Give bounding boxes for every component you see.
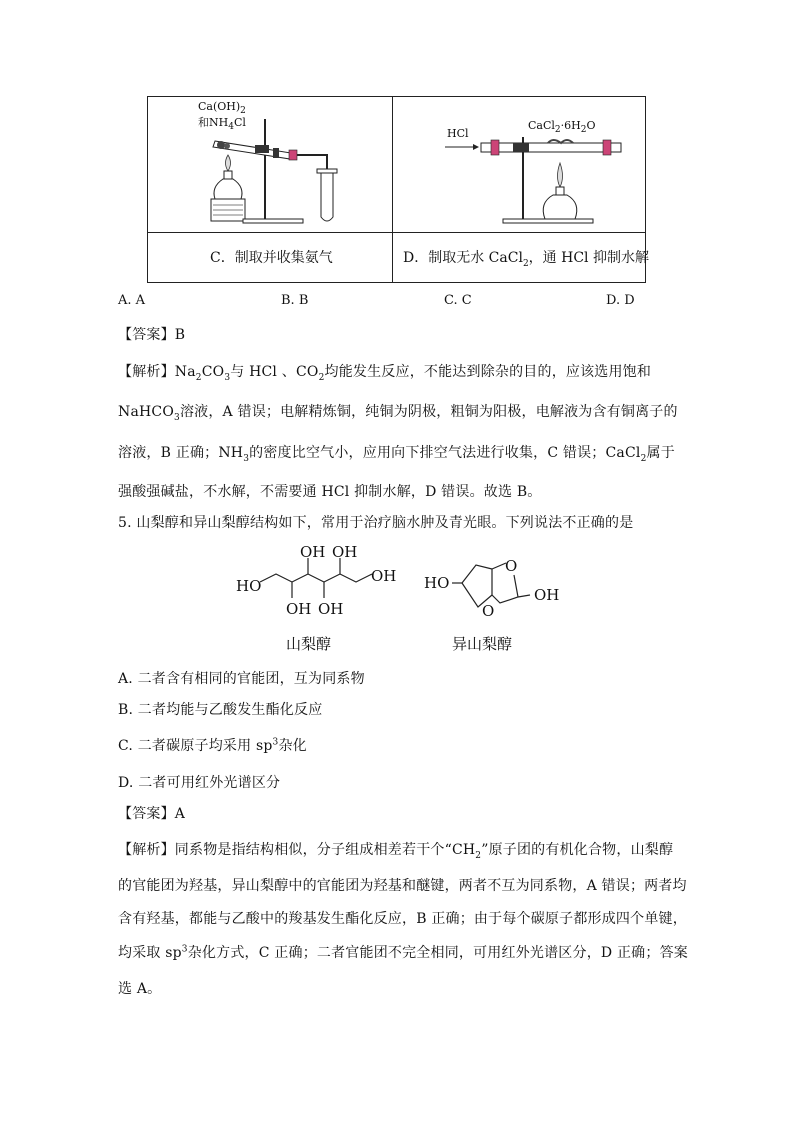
- isosorbide-ho: HO: [424, 574, 450, 592]
- isosorbide-o-bottom: O: [482, 602, 495, 620]
- q5-option-c: C. 二者碳原子均采用 $sp^3$杂化: [118, 737, 307, 754]
- ammonia-apparatus-drawing: [203, 117, 393, 229]
- sorbitol-name: 山梨醇: [286, 635, 332, 653]
- sorbitol-oh-top-1: OH: [300, 543, 326, 561]
- salt-label-d: $CaCl_2\cdot 6H_2O$: [528, 119, 596, 136]
- q5-analysis-line-4: 均采取 $sp^3$杂化方式，C 正确；二者官能团不完全相同，可用红外光谱区分，D 正确；答案: [118, 944, 688, 961]
- q4-analysis-line-3: 溶液，B 正确；$NH_3$的密度比空气小，应用向下排空气法进行收集，C 错误；CaCl$_2$属于: [118, 445, 675, 464]
- q5-analysis-line-2: 的官能团为羟基，异山梨醇中的官能团为羟基和醚键，两者不互为同系物，A 错误；两者均: [118, 878, 687, 894]
- sorbitol-oh-top-2: OH: [332, 543, 358, 561]
- q5-analysis-line-5: 选 A。: [118, 981, 162, 997]
- q4-option-a: A. A: [118, 293, 146, 308]
- isosorbide-name: 异山梨醇: [452, 635, 513, 653]
- table-horizontal-divider: [148, 232, 645, 233]
- sorbitol-oh-right: OH: [371, 567, 397, 585]
- isosorbide-o-top: O: [505, 557, 518, 575]
- q5-option-a: A. 二者含有相同的官能团，互为同系物: [118, 671, 365, 687]
- q4-analysis-line-1: 【解析】$Na_2CO_3$与 HCl 、$CO_2$均能发生反应，不能达到除杂的目的，应该选用饱和: [118, 364, 652, 383]
- q4-option-d: D. D: [606, 293, 635, 308]
- q5-stem: 5. 山梨醇和异山梨醇结构如下，常用于治疗脑水肿及青光眼。下列说法不正确的是: [118, 515, 634, 531]
- reagent-label-c: $Ca(OH)_2$ 和$NH_4Cl$: [198, 100, 246, 133]
- q4-answer: 【答案】B: [118, 327, 186, 343]
- q5-option-d: D. 二者可用红外光谱区分: [118, 775, 281, 791]
- q5-analysis-line-1: 【解析】同系物是指结构相似，分子组成相差若干个“$CH_2$”原子团的有机化合物，山梨醇: [118, 842, 674, 861]
- q5-option-b: B. 二者均能与乙酸发生酯化反应: [118, 702, 323, 718]
- apparatus-table: [147, 96, 649, 283]
- q4-analysis-line-4: 强酸强碱盐，不水解，不需要通 HCl 抑制水解，D 错误。故选 B。: [118, 484, 542, 500]
- q4-option-c: C. C: [444, 293, 472, 308]
- q4-option-b: B. B: [281, 293, 309, 308]
- sorbitol-oh-bottom-2: OH: [318, 600, 344, 618]
- caption-d: D．制取无水 CaCl$_2$，通 HCl 抑制水解: [403, 250, 649, 269]
- caption-c: C．制取并收集氨气: [210, 250, 333, 266]
- isosorbide-structure: [440, 555, 540, 635]
- q5-analysis-line-3: 含有羟基，都能与乙酸中的羧基发生酯化反应，B 正确；由于每个碳原子都形成四个单键，: [118, 911, 687, 927]
- hcl-label: HCl: [447, 127, 469, 140]
- isosorbide-oh: OH: [534, 586, 560, 604]
- q5-answer: 【答案】A: [118, 806, 186, 822]
- q4-analysis-line-2: NaHCO$_3$溶液，A 错误；电解精炼铜，纯铜为阴极，粗铜为阳极，电解液为含有铜离子的: [118, 404, 678, 423]
- cacl2-apparatus-drawing: [443, 137, 643, 229]
- sorbitol-ho-left: HO: [236, 577, 262, 595]
- sorbitol-oh-bottom-1: OH: [286, 600, 312, 618]
